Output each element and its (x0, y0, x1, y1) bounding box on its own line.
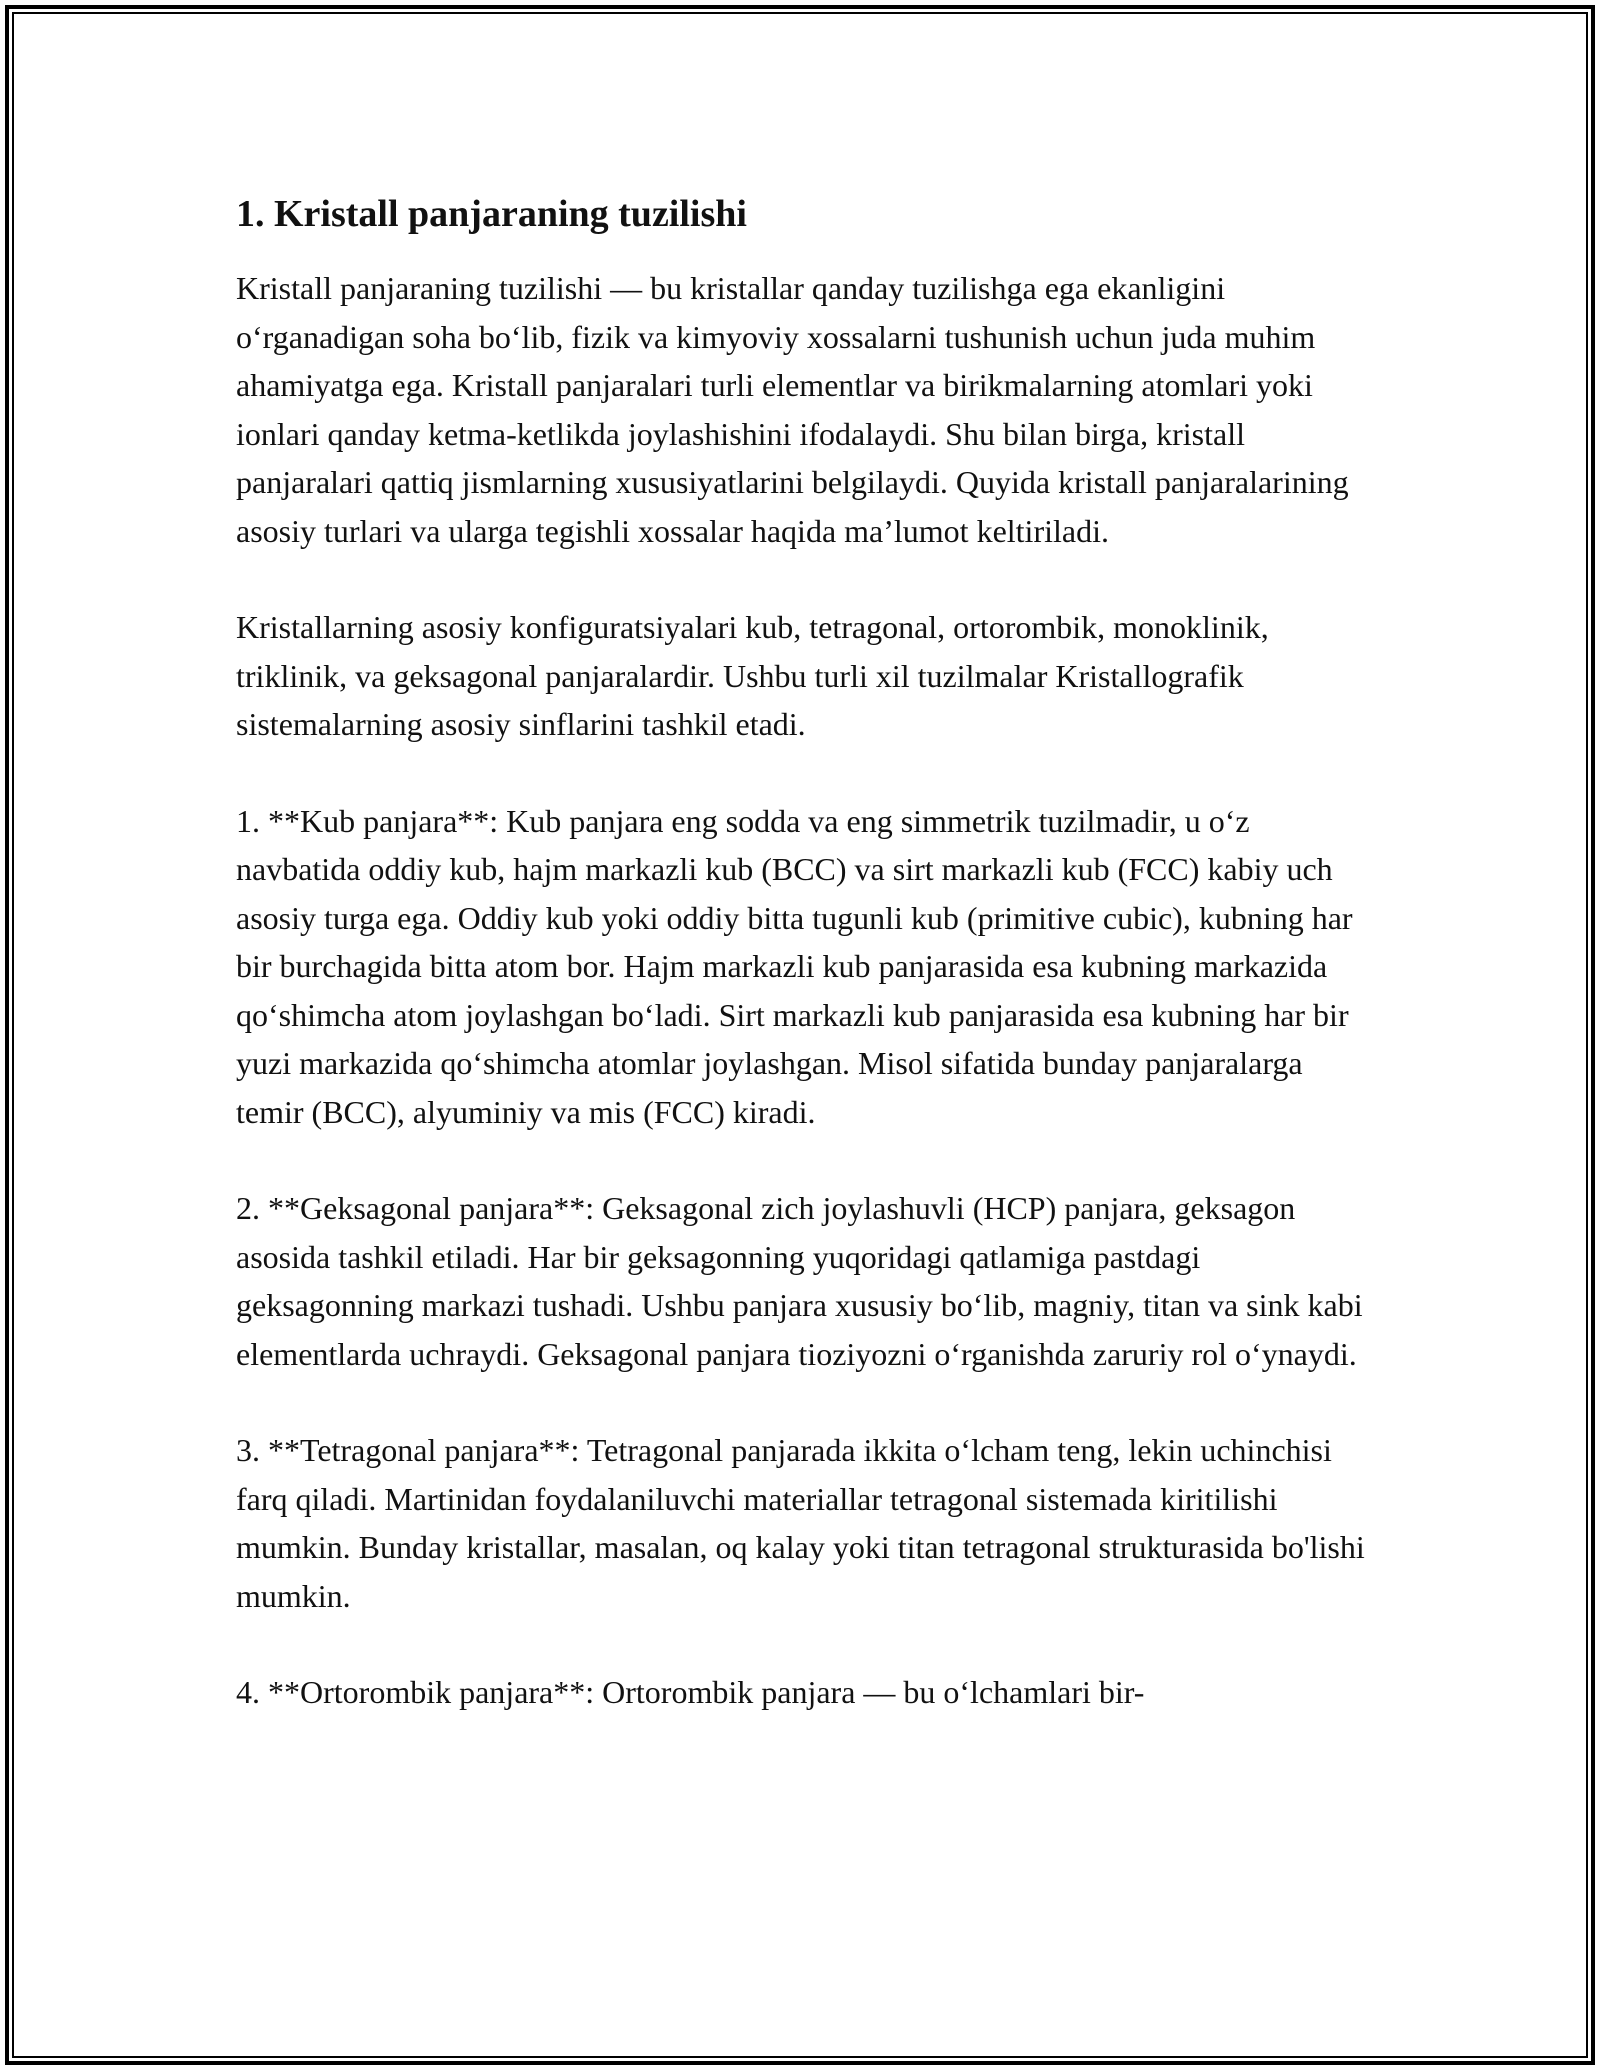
paragraph-hexagonal-lattice: 2. **Geksagonal panjara**: Geksagonal zich joylashuvli (HCP) panjara, geksagon asosida tashkil etiladi. Har bir geksagonning yuqoridagi qatlamiga pastdagi geksagonning markazi tushadi. Ushbu panjara xususiy boʻlib, magniy, titan va sink kabi elementlarda uchraydi. Geksagonal panjara tioziyozni oʻrganishda zaruriy rol oʻynaydi. (236, 1190, 1363, 1372)
paragraph-orthorhombic-lattice: 4. **Ortorombik panjara**: Ortorombik panjara — bu oʻlchamlari bir- (236, 1674, 1145, 1710)
paragraph-intro: Kristall panjaraning tuzilishi — bu kristallar qanday tuzilishga ega ekanligini oʻrganadigan soha boʻlib, fizik va kimyoviy xossalarni tushunish uchun juda muhim ahamiyatga ega. Kristall panjaralari turli elementlar va birikmalarning atomlari yoki ionlari qanday ketma-ketlikda joylashishini ifodalaydi. Shu bilan birga, kristall panjaralari qattiq jismlarning xususiyatlarini belgilaydi. Quyida kristall panjaralarining asosiy turlari va ularga tegishli xossalar haqida maʼlumot keltiriladi. (236, 270, 1349, 549)
paragraph-cubic-lattice: 1. **Kub panjara**: Kub panjara eng sodda va eng simmetrik tuzilmadir, u oʻz navbatida oddiy kub, hajm markazli kub (BCC) va sirt markazli kub (FCC) kabiy uch asosiy turga ega. Oddiy kub yoki oddiy bitta tugunli kub (primitive cubic), kubning har bir burchagida bitta atom bor. Hajm markazli kub panjarasida esa kubning markazida qoʻshimcha atom joylashgan boʻladi. Sirt markazli kub panjarasida esa kubning har bir yuzi markazida qoʻshimcha atomlar joylashgan. Misol sifatida bunday panjaralarga temir (BCC), alyuminiy va mis (FCC) kiradi. (236, 802, 1353, 1130)
document-body (236, 186, 1376, 1765)
paragraph-configurations: Kristallarning asosiy konfiguratsiyalari kub, tetragonal, ortorombik, monoklinik, triklinik, va geksagonal panjaralardir. Ushbu turli xil tuzilmalar Kristallografik sistemalarning asosiy sinflarini tashkil etadi. (236, 609, 1269, 742)
section-heading: 1. Kristall panjaraning tuzilishi (236, 193, 747, 235)
paragraph-tetragonal-lattice: 3. **Tetragonal panjara**: Tetragonal panjarada ikkita oʻlcham teng, lekin uchinchisi farq qiladi. Martinidan foydalaniluvchi materiallar tetragonal sistemada kiritilishi mumkin. Bunday kristallar, masalan, oq kalay yoki titan tetragonal strukturasida bo'lishi mumkin. (236, 1432, 1365, 1614)
